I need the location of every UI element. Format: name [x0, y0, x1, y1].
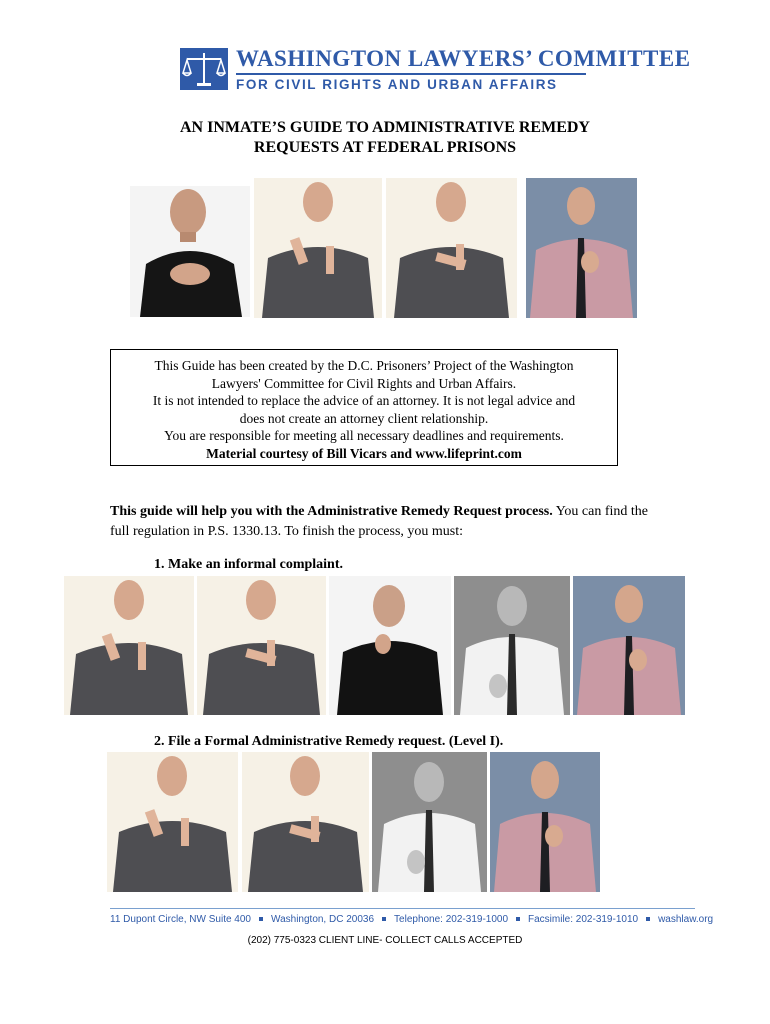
- page-title-line-2: REQUESTS AT FEDERAL PRISONS: [253, 139, 517, 156]
- scales-of-justice-icon: [180, 48, 228, 90]
- sign-photo: [386, 178, 517, 318]
- sign-photo: [573, 576, 685, 715]
- logo-title: WASHINGTON LAWYERS’ COMMITTEE: [236, 46, 691, 71]
- step-1-heading: 1. Make an informal complaint.: [154, 557, 343, 572]
- sign-photo: [526, 178, 637, 318]
- sign-photo: [107, 752, 238, 892]
- disclaimer-line: It is not intended to replace the advice of an attorney. It is not legal advice and: [152, 393, 576, 408]
- footer-city: Washington, DC 20036: [271, 914, 375, 925]
- logo-subtitle: FOR CIVIL RIGHTS AND URBAN AFFAIRS: [236, 77, 558, 92]
- bullet-icon: [516, 917, 520, 921]
- sign-photo: [64, 576, 194, 715]
- intro-bold: This guide will help you with the Administrative Remedy Request process.: [110, 504, 553, 519]
- sign-photo: [254, 178, 382, 318]
- courtesy-line: Material courtesy of Bill Vicars and www.lifeprint.com: [206, 445, 522, 461]
- footer-facsimile: Facsimile: 202-319-1010: [528, 914, 639, 925]
- sign-photo: [242, 752, 369, 892]
- footer-divider: [110, 908, 695, 909]
- sign-photo: [372, 752, 487, 892]
- intro-paragraph: [110, 502, 650, 542]
- sign-photo: [454, 576, 570, 715]
- footer-telephone: Telephone: 202-319-1000: [394, 914, 509, 925]
- footer-website[interactable]: washlaw.org: [658, 914, 714, 925]
- sign-photo: [197, 576, 326, 715]
- logo-divider: [236, 73, 586, 75]
- footer-address: 11 Dupont Circle, NW Suite 400: [110, 914, 251, 925]
- sign-photo: [490, 752, 600, 892]
- disclaimer-line: does not create an attorney client relationship.: [239, 410, 489, 426]
- step-2-heading: 2. File a Formal Administrative Remedy request. (Level I).: [154, 734, 504, 749]
- disclaimer-line: Lawyers' Committee for Civil Rights and Urban Affairs.: [211, 375, 517, 391]
- client-line: (202) 775-0323 CLIENT LINE- COLLECT CALLS ACCEPTED: [247, 935, 523, 946]
- bullet-icon: [259, 917, 263, 921]
- disclaimer-box: [110, 349, 618, 466]
- sign-photo: [130, 186, 250, 317]
- disclaimer-line: You are responsible for meeting all necessary deadlines and requirements.: [164, 428, 564, 443]
- bullet-icon: [382, 917, 386, 921]
- intro-text: You can find the full regulation in P.S. 1330.13. To finish the process, you must:: [110, 504, 648, 539]
- sign-photo: [329, 576, 451, 715]
- footer-contact: [110, 914, 714, 925]
- bullet-icon: [646, 917, 650, 921]
- disclaimer-line: This Guide has been created by the D.C. Prisoners’ Project of the Washington: [154, 358, 574, 373]
- page-title-line-1: AN INMATE’S GUIDE TO ADMINISTRATIVE REMEDY: [180, 119, 590, 136]
